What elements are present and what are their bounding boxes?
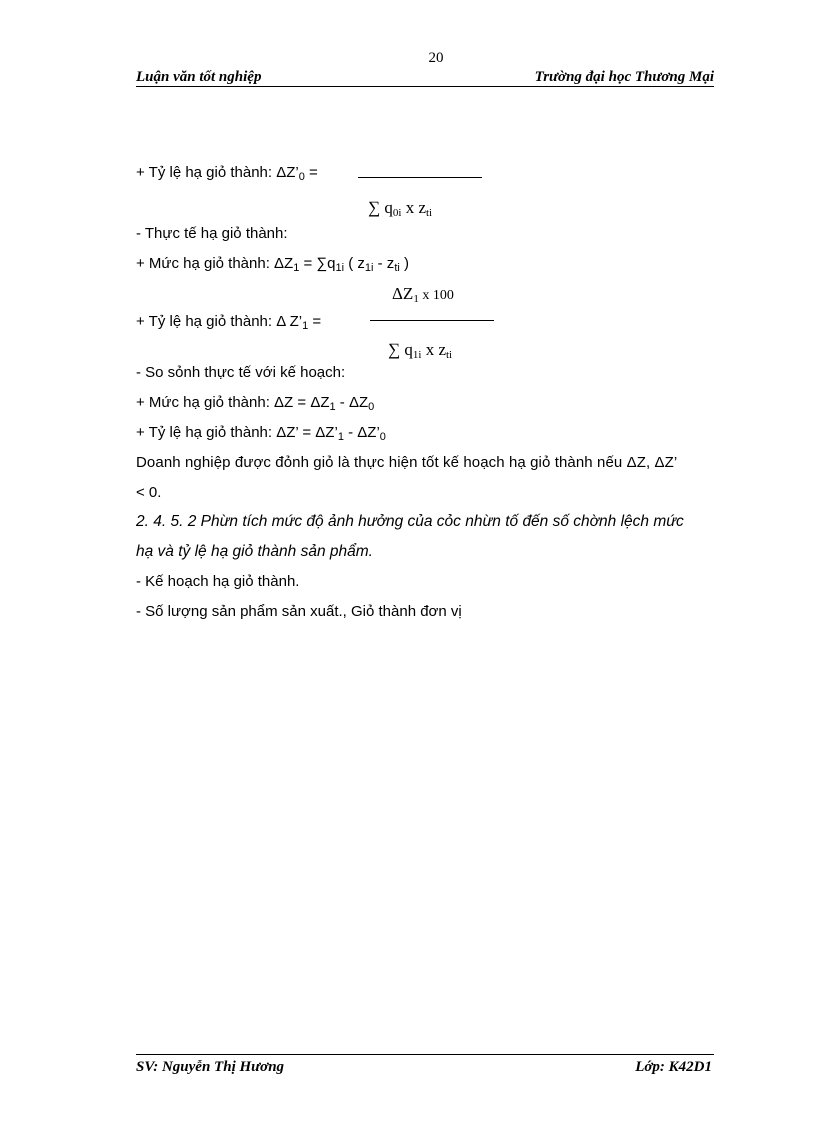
numerator-actual: $\Delta Z_1$ x 100 — [392, 284, 454, 305]
footer-rule — [136, 1054, 714, 1055]
conclusion-line-1: Doanh nghiệp được đỏnh giỏ là thực hiện tốt kế hoạch hạ giỏ thành nếu ΔZ, ΔZ’ — [136, 454, 678, 471]
actual-heading: - Thực tế hạ giỏ thành: — [136, 225, 288, 242]
rate-planned-line: + Tỷ lệ hạ giỏ thành: $\Delta Z’_0$ = — [136, 164, 318, 183]
list-item-quantity: - Số lượng sản phẩm sản xuất., Giỏ thành đơn vị — [136, 603, 462, 620]
header-university: Trường đại học Thương Mại — [534, 69, 714, 85]
section-heading-line-1: 2. 4. 5. 2 Phừn tích mức độ ảnh hưởng của cỏc nhừn tố đến số chờnh lệch mức — [136, 513, 684, 530]
header-rule — [136, 86, 714, 87]
page-number: 20 — [428, 50, 444, 66]
fraction-bar-actual — [370, 320, 494, 321]
actual-level-line: + Mức hạ giỏ thành: $\Delta Z_1 = \sum q_{1i}$ ( $z_{1i} - z_{ti}$ ) — [136, 255, 409, 274]
list-item-plan: - Kế hoạch hạ giỏ thành. — [136, 573, 300, 590]
compare-heading: - So sỏnh thực tế với kế hoạch: — [136, 364, 346, 381]
fraction-bar-planned — [358, 177, 482, 178]
rate-actual-line: + Tỷ lệ hạ giỏ thành: Δ $Z’_1$ = — [136, 313, 322, 332]
compare-rate-line: + Tỷ lệ hạ giỏ thành: ΔZ’ = $\Delta Z’_1$ - $\Delta Z’_0$ — [136, 424, 386, 443]
header-thesis-title: Luận văn tốt nghiệp — [136, 69, 262, 85]
footer-student-name: SV: Nguyễn Thị Hương — [136, 1059, 285, 1075]
footer-class: Lớp: K42D1 — [635, 1059, 712, 1075]
conclusion-line-2: < 0. — [136, 484, 162, 501]
denominator-actual: ∑ $q_{1i}$ x $z_{ti}$ — [388, 340, 453, 361]
denominator-planned: ∑ $q_{0i}$ x $z_{ti}$ — [368, 198, 433, 219]
section-heading-line-2: hạ và tỷ lệ hạ giỏ thành sản phẩm. — [136, 543, 373, 560]
compare-level-line: + Mức hạ giỏ thành: $\Delta Z = \Delta Z_1 - \Delta Z_0$ — [136, 394, 375, 413]
